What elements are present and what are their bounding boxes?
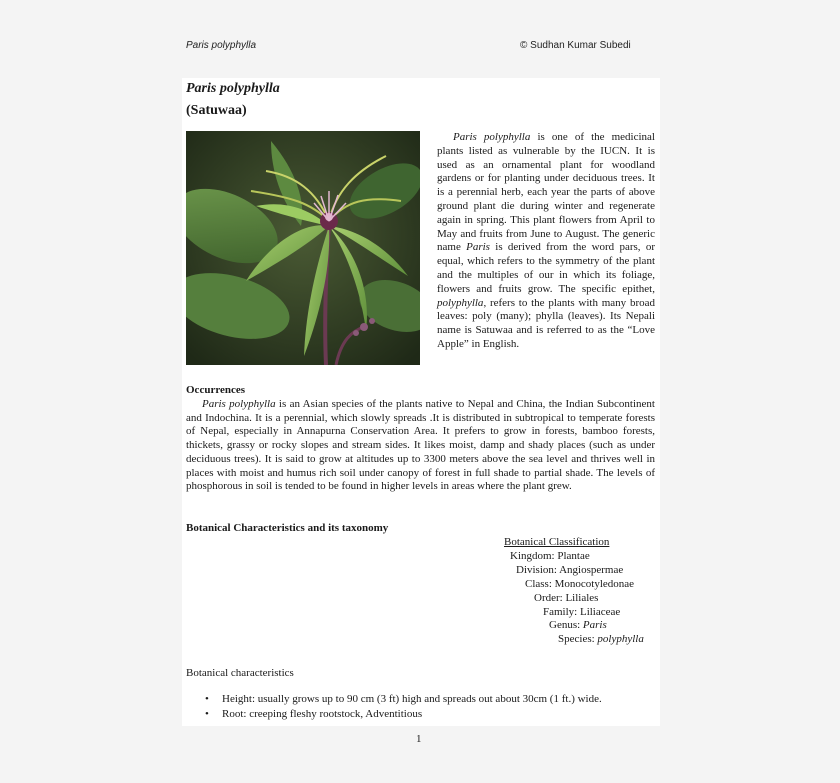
- flower-photo-illustration: [186, 131, 420, 365]
- occurrences-paragraph: [186, 398, 655, 494]
- list-item: [205, 707, 655, 722]
- paris-polyphylla-flower-photo: [186, 131, 420, 365]
- species-title: Paris polyphylla: [186, 81, 280, 96]
- species-label: Species:: [558, 633, 598, 646]
- occurrences-heading: Occurrences: [186, 384, 246, 396]
- local-name-title: (Satuwaa): [186, 103, 247, 118]
- intro-epithet: polyphylla: [437, 296, 484, 309]
- intro-text-c: , refers to the plants with many broad leaves: poly (many); phylla (leaves). Its Nepali name is Satuwaa and is referred to as the “Love Apple” in English.: [437, 296, 655, 350]
- classification-order: Order: Liliales: [534, 591, 599, 604]
- genus-label: Genus:: [549, 619, 583, 632]
- classification-species: [440, 633, 652, 647]
- classification-title: Botanical Classification: [504, 536, 610, 548]
- occurrences-species-name: Paris polyphylla: [202, 398, 276, 410]
- genus-value: Paris: [582, 619, 607, 632]
- occurrences-text: is an Asian species of the plants native to Nepal and China, the Indian Subcontinent and Indochina. It is a perennial, which slowly spreads .It is distributed in subtropical to temperate forests of Nepal, especially in Annapurna Conservation Area. It prefers to grow in forests, bamboo forests, thickets, grassy or rocky slopes and stream sides. It likes moist, damp and shady places (such as under deciduous trees). It is said to grow at altitudes up to 3300 meters above the sea level and thrives well in places with moist and humus rich soil under canopy of forest in full shade to partial shade. The levels of phosphorous in soil is tended to be found in higher levels in areas where the plant grew.: [186, 398, 655, 493]
- intro-species-name: Paris polyphylla: [453, 131, 531, 143]
- classification-family: Family: Liliaceae: [543, 605, 621, 618]
- species-value: polyphylla: [597, 633, 644, 646]
- botanical-heading: Botanical Characteristics and its taxonomy: [186, 522, 389, 534]
- classification-kingdom: Kingdom: Plantae: [510, 549, 590, 562]
- intro-text-b: is derived from the word pars, or equal, which refers to the symmetry of the plant and the multiples of our in which its foliage, flowers and fruits grow. The specific epithet,: [437, 241, 655, 295]
- botanical-characteristics-label: Botanical characteristics: [186, 667, 294, 679]
- list-item-text: Root: creeping fleshy rootstock, Adventitious: [222, 707, 423, 720]
- classification-genus: [440, 619, 652, 633]
- intro-text-a: is one of the medicinal plants listed as vulnerable by the IUCN. It is used as an ornamental plant for woodland gardens or for planting under deciduous trees. It is a perennial herb, each year the parts of above ground plant die during winter and regenerate again in spring. This plant flowers from April to May and fruits from June to August. The generic name: [437, 131, 655, 254]
- page-number: 1: [416, 733, 422, 745]
- botanical-classification: [440, 536, 652, 647]
- running-header-author: © Sudhan Kumar Subedi: [520, 40, 631, 51]
- classification-division: Division: Angiospermae: [516, 563, 624, 576]
- bullet-icon: •: [205, 693, 209, 705]
- classification-class: Class: Monocotyledonae: [525, 577, 635, 590]
- characteristics-list: [205, 692, 655, 721]
- bullet-icon: •: [205, 707, 209, 720]
- running-header-title: Paris polyphylla: [186, 40, 257, 51]
- intro-paragraph: [437, 131, 655, 352]
- intro-genus-name: Paris: [466, 241, 490, 254]
- list-item-text: Height: usually grows up to 90 cm (3 ft) high and spreads out about 30cm (1 ft.) wide.: [222, 693, 602, 705]
- list-item: [205, 692, 655, 707]
